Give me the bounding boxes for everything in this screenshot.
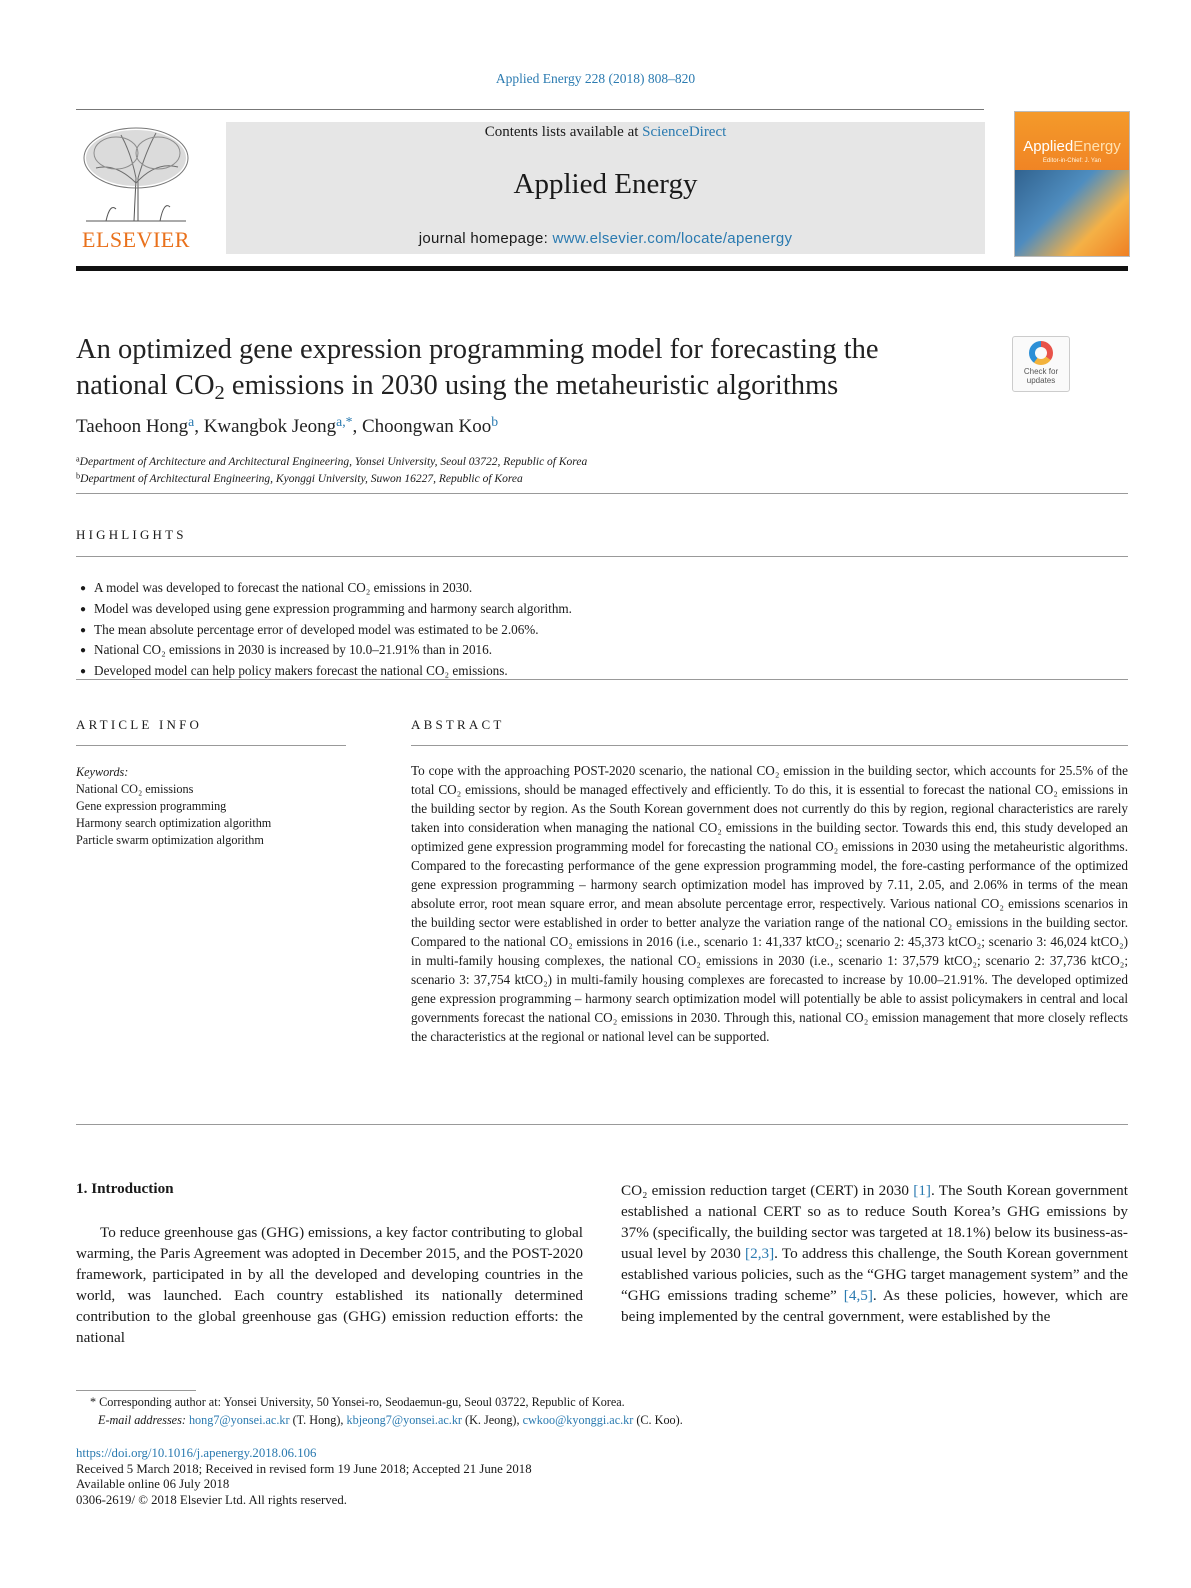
highlights-heading: HIGHLIGHTS (76, 527, 187, 542)
intro-left-column: To reduce greenhouse gas (GHG) emissions, a key factor contributing to global warming, the Paris Agreement was adopted in December 2015, and the POST-2020 framework, participated in by all the developed and developing countries in the world, was launched. Each country established its nationally determined contribution to the global greenhouse gas (GHG) emission reduction efforts: the national (76, 1224, 583, 1346)
check-for-updates-button[interactable] (1012, 336, 1070, 392)
elsevier-wordmark: ELSEVIER (82, 227, 190, 252)
check-updates-icon (1029, 341, 1053, 365)
author-list: Taehoon Hong$^a$, Kwangbok Jeong$^{a,*}$, Choongwan Koo$^b$ (76, 413, 499, 437)
top-divider (76, 109, 984, 110)
homepage-line (226, 230, 985, 247)
email-addresses: E-mail addresses: hong7@yonsei.ac.kr (T. Hong), kbjeong7@yonsei.ac.kr (K. Jeong), cwkoo@kyonggi.ac.kr (C. Koo). (98, 1413, 683, 1427)
divider (76, 1124, 1128, 1125)
author-affil-mark[interactable]: a (188, 413, 195, 429)
corresponding-author-note: * Corresponding author at: Yonsei University, 50 Yonsei-ro, Seodaemun-gu, Seoul 03722, Republic of Korea. (90, 1395, 625, 1409)
author-name: Kwangbok Jeong (203, 416, 337, 437)
keyword-item: Harmony search optimization algorithm (76, 816, 272, 830)
article-info-heading: ARTICLE INFO (76, 717, 203, 732)
keyword-item: National CO₂ emissions (76, 782, 194, 796)
elsevier-logo (76, 123, 196, 253)
paper-title (76, 332, 976, 404)
tree-logo-icon (76, 123, 196, 223)
copyright: 0306-2619/ © 2018 Elsevier Ltd. All rights reserved. (76, 1492, 347, 1507)
highlight-item: ● The mean absolute percentage error of developed model was estimated to be 2.06%. (80, 621, 1120, 642)
author-name: Choongwan Koo (361, 416, 492, 437)
author-affil-mark[interactable]: a,* (336, 413, 353, 429)
publication-info (76, 1446, 532, 1508)
divider (76, 493, 1128, 494)
divider (411, 745, 1128, 746)
affiliations (76, 454, 587, 488)
keyword-item: Particle swarm optimization algorithm (76, 833, 264, 847)
citation-link[interactable]: [4,5] (843, 1287, 873, 1304)
email-link[interactable]: cwkoo@kyonggi.ac.kr (522, 1413, 634, 1427)
highlight-item: ● A model was developed to forecast the national CO₂ emissions in 2030. (80, 579, 1120, 600)
homepage-prefix: journal homepage: (418, 230, 553, 247)
footnote-divider (76, 1390, 196, 1391)
keyword-item: Gene expression programming (76, 799, 227, 813)
cover-artwork (1015, 170, 1129, 256)
cover-subtitle: Editor-in-Chief: J. Yan (1042, 158, 1102, 164)
email-link[interactable]: hong7@yonsei.ac.kr (188, 1413, 290, 1427)
sciencedirect-link[interactable]: ScienceDirect (642, 124, 727, 140)
contents-prefix: Contents lists available at (484, 124, 643, 140)
divider (76, 745, 346, 746)
keywords-block (76, 764, 346, 849)
author-name: Taehoon Hong (76, 416, 189, 437)
intro-right-column: CO₂ emission reduction target (CERT) in 2030 [1]. The South Korean government established a national CERT so as to reduce South Korea’s GHG emissions by 37% (specifically, the building sector was targeted at 18.1%) below its business-as-usual level by 2030 [2,3]. To address this challenge, the South Korean government established various policies, such as the “GHG target management system” and the “GHG emissions trading scheme” [4,5]. As these policies, however, which are being implemented by the central government, were established by the (621, 1182, 1129, 1325)
citation-link[interactable]: [2,3] (745, 1245, 775, 1262)
author-affil-mark[interactable]: b (491, 413, 499, 429)
highlight-item: ● Model was developed using gene expression programming and harmony search algorithm. (80, 600, 1120, 621)
homepage-link[interactable]: www.elsevier.com/locate/apenergy (552, 230, 793, 247)
title-line-2: national $CO_2$ emissions in 2030 using the metaheuristic algorithms (76, 370, 839, 405)
journal-masthead (226, 122, 985, 254)
affiliation-item: $^b$Department of Architectural Engineering, Kyonggi University, Suwon 16227, Republic of Korea (76, 471, 523, 485)
abstract-body: To cope with the approaching POST-2020 scenario, the national CO₂ emission in the building sector, which accounts for 25.5% of the total CO₂ emissions, should be managed effectively and efficiently. To do this, it is essential to forecast the national CO₂ emissions in the building sector by region. As the South Korean government does not currently do this by region, regional characteristics are rarely taken into consideration when managing the national CO₂ emissions in the building sector. Towards this end, this study developed an optimized gene expression programming model for forecasting the national CO₂ emissions in 2030 using the metaheuristic algorithms. Compared to the forecasting performance of the gene expression programming model, the fore-casting performance of the optimized gene expression programming – harmony search optimization model has improved by 7.11, 2.05, and 2.06% in terms of the mean absolute error, root mean square error, and mean absolute percentage error, respectively. Various national CO₂ emissions scenarios in the building sector were established in order to better analyze the variation range of the national CO₂ emissions in the building sector. Compared to the national CO₂ emissions in 2016 (i.e., scenario 1: 41,337 ktCO₂; scenario 2: 45,373 ktCO₂; scenario 3: 46,024 ktCO₂) in multi-family housing complexes, the national CO₂ emissions in 2030 (i.e., scenario 1: 37,579 ktCO₂; scenario 2: 37,736 ktCO₂; scenario 3: 37,754 ktCO₂) in multi-family housing complexes are forecasted to increase by 10.00–21.91%. The developed optimized gene expression programming – harmony search optimization model will potentially be able to assist policymakers in central and local governments forecast the national CO₂ emissions in 2030. Through this, national CO₂ emission management that more closely reflects the characteristics at the regional or national level can be supported. (411, 763, 1128, 1044)
header-heavy-divider (76, 266, 1128, 271)
journal-title: Applied Energy (513, 168, 698, 200)
affiliation-item: $^a$Department of Architecture and Architectural Engineering, Yonsei University, Seoul 03722, Republic of Korea (76, 454, 588, 468)
section-heading-introduction: 1. Introduction (76, 1180, 174, 1197)
highlight-item: ● National CO₂ emissions in 2030 is increased by 10.0–21.91% than in 2016. (80, 641, 1120, 662)
cover-title: AppliedEnergy (1023, 138, 1121, 155)
abstract-heading: ABSTRACT (411, 717, 505, 732)
check-updates-label: Check for updates (1023, 367, 1059, 385)
title-line-1: An optimized gene expression programming model for forecasting the (76, 334, 879, 365)
keywords-title: Keywords: (76, 765, 129, 779)
citation-link[interactable]: [1] (913, 1182, 931, 1199)
footnotes (76, 1393, 1076, 1429)
received-dates: Received 5 March 2018; Received in revised form 19 June 2018; Accepted 21 June 2018 (76, 1461, 532, 1476)
highlights-list (80, 579, 1120, 683)
doi-link[interactable]: https://doi.org/10.1016/j.apenergy.2018.06.106 (76, 1446, 317, 1460)
divider (76, 679, 1128, 680)
available-online: Available online 06 July 2018 (76, 1477, 230, 1491)
email-link[interactable]: kbjeong7@yonsei.ac.kr (346, 1413, 462, 1427)
journal-reference[interactable]: Applied Energy 228 (2018) 808–820 (495, 71, 696, 86)
contents-line (226, 124, 985, 141)
highlight-item: ● Developed model can help policy makers forecast the national CO₂ emissions. (80, 662, 1120, 683)
journal-cover-image[interactable] (1014, 111, 1130, 257)
divider (76, 556, 1128, 557)
